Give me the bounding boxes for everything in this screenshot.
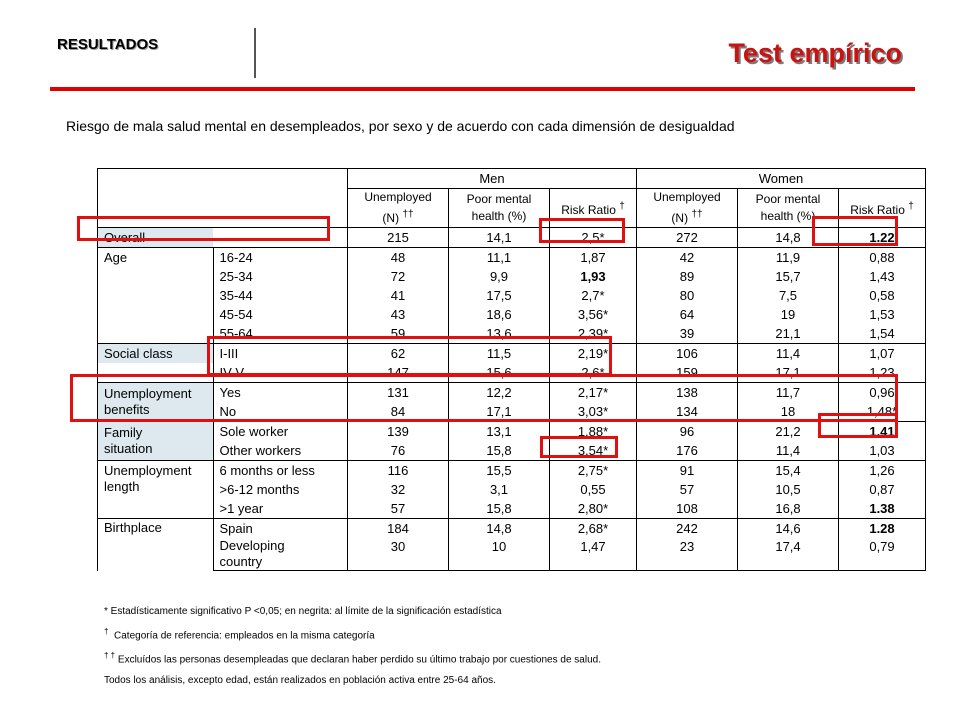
col-women-unemployed: Unemployed (N) †† [637, 189, 738, 228]
page-title: Test empírico [728, 38, 902, 68]
footnote-reference: † Categoría de referencia: empleados en la misma categoría [104, 627, 375, 642]
table-row: Birthplace Spain 184 14,8 2,68* 242 14,6 1.28 [98, 519, 926, 539]
footnote-significance: * Estadísticamente significativo P <0,05; en negrita: al límite de la significación estadística [104, 606, 502, 617]
highlight-sole-worker-risk [818, 413, 898, 438]
row-label-birthplace: Birthplace [98, 519, 214, 571]
footnote-population: Todos los análisis, excepto edad, están realizados en población activa entre 25-64 años. [104, 674, 496, 686]
table-row: >6-12 months 32 3,1 0,55 57 10,5 0,87 [98, 480, 926, 499]
highlight-overall-box [77, 216, 330, 241]
highlight-men-overall-risk [539, 218, 625, 243]
table-row: Overall 215 14,1 2,5* 272 14,8 1.22 [98, 228, 926, 248]
col-women-poor: Poor mental health (%) [738, 189, 839, 228]
highlight-women-overall-risk [812, 216, 898, 246]
footnotes [104, 602, 601, 691]
col-men-risk: Risk Ratio † [550, 189, 637, 228]
table-row: 25-34 72 9,9 1,93 89 15,7 1,43 [98, 267, 926, 286]
col-men-unemployed: Unemployed (N) †† [348, 189, 449, 228]
table-row: 45-54 43 18,6 3,56* 64 19 1,53 [98, 305, 926, 324]
table-row: 55-64 59 13,6 2,39* 39 21,1 1,54 [98, 324, 926, 344]
table-row: Developing country 30 10 1,47 23 17,4 0,79 [98, 538, 926, 571]
table-caption: Riesgo de mala salud mental en desempleados, por sexo y de acuerdo con cada dimensión de desigualdad [66, 118, 735, 134]
table-row: Other workers 76 15,8 3,54* 176 11,4 1,03 [98, 441, 926, 461]
table-row: Age 16-24 48 11,1 1,87 42 11,9 0,88 [98, 248, 926, 268]
row-label-benefits: Unemployment benefits [98, 383, 214, 422]
header-rule [50, 87, 915, 91]
row-label-social-class: Social class [98, 344, 214, 364]
highlight-other-workers-risk [540, 436, 618, 458]
table-row: Social class I-III 62 11,5 2,19* 106 11,4 1,07 [98, 344, 926, 364]
table-row: Unemployment benefits Yes 131 12,2 2,17* 138 11,7 0,96 [98, 383, 926, 403]
group-header-row [98, 169, 926, 189]
row-label-age: Age [98, 248, 214, 268]
footnote-excluded: † † Excluídos las personas desempleadas que declaran haber perdido su último trabajo por cuestiones de salud. [104, 651, 601, 666]
row-label-family: Family situation [98, 422, 214, 461]
table-row: No 84 17,1 3,03* 134 18 1,48* [98, 402, 926, 422]
highlight-benefits-box [70, 374, 898, 422]
highlight-social-class-box [207, 336, 612, 376]
row-label-overall: Overall [98, 228, 214, 248]
col-women-risk: Risk Ratio † [839, 189, 926, 228]
row-label-length: Unemployment length [98, 461, 214, 519]
group-men: Men [348, 169, 637, 189]
table-row: Family situation Sole worker 139 13,1 1,88* 96 21,2 1,41 [98, 422, 926, 442]
group-women: Women [637, 169, 926, 189]
table-row: 35-44 41 17,5 2,7* 80 7,5 0,58 [98, 286, 926, 305]
section-label: RESULTADOS [57, 36, 159, 53]
table-row: >1 year 57 15,8 2,80* 108 16,8 1.38 [98, 499, 926, 519]
header-separator [254, 28, 256, 78]
col-men-poor: Poor mental health (%) [449, 189, 550, 228]
table-row: Unemployment length 6 months or less 116 15,5 2,75* 91 15,4 1,26 [98, 461, 926, 481]
table-row: IV-V 147 15,6 2,6* 159 17,1 1,23 [98, 363, 926, 383]
